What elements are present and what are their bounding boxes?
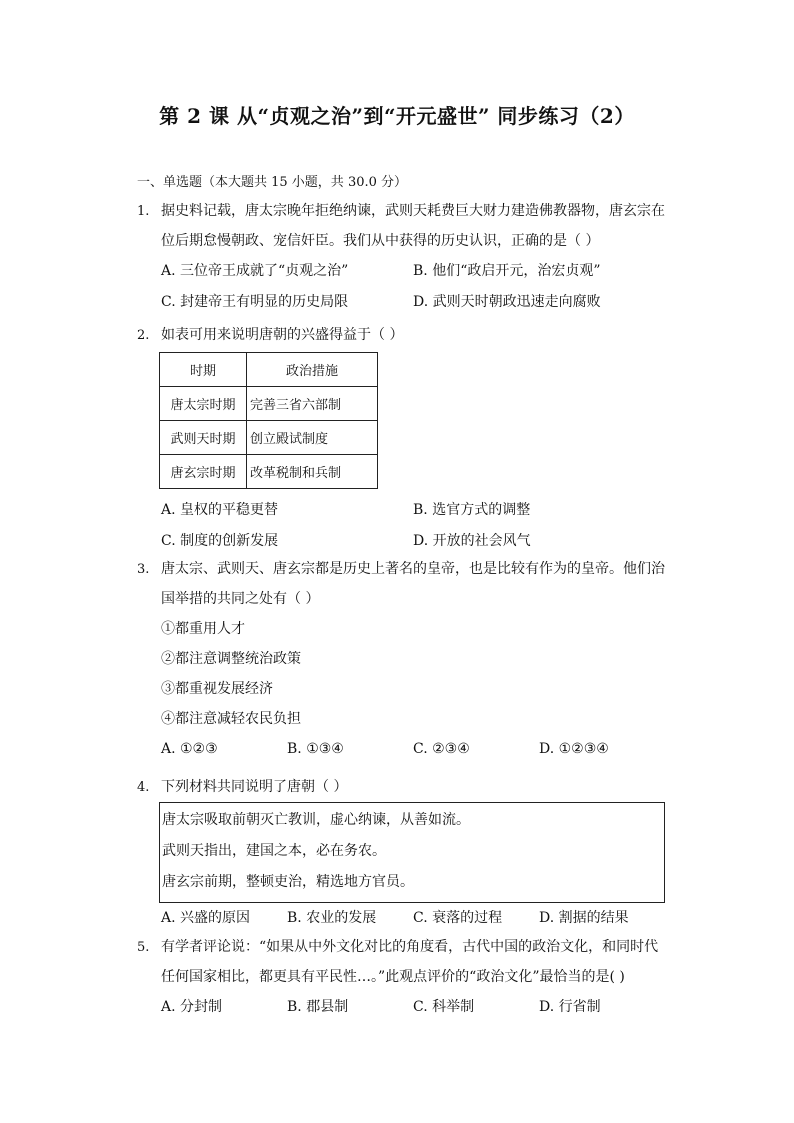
question-1 — [137, 196, 667, 318]
option-b[interactable]: B. 他们“政启开元，治宏贞观” — [413, 263, 601, 279]
option-d[interactable]: D. 开放的社会风气 — [413, 533, 531, 549]
material-line: 武则天指出，建国之本，必在务农。 — [162, 843, 386, 859]
measures-table — [159, 352, 378, 489]
table-cell: 唐玄宗时期 — [160, 455, 247, 489]
question-stem — [161, 196, 667, 256]
question-stem — [161, 932, 667, 992]
options — [161, 495, 667, 557]
question-stem — [161, 320, 667, 350]
question-stem — [161, 554, 667, 734]
option-a[interactable]: A. 三位帝王成就了“贞观之治” — [161, 263, 349, 279]
option-d[interactable]: D. 行省制 — [539, 999, 601, 1015]
stem-line: 任何国家相比，都更具有平民性…。”此观点评价的“政治文化”最恰当的是( ) — [161, 969, 625, 985]
option-a[interactable]: A. 兴盛的原因 — [161, 910, 251, 926]
question-number: 3. — [137, 562, 150, 577]
page-title: 第 2 课 从“贞观之治”到“开元盛世” 同步练习（2） — [159, 104, 635, 128]
option-d[interactable]: D. ①②③④ — [539, 741, 609, 757]
options — [161, 256, 667, 318]
stem-line: 唐太宗、武则天、唐玄宗都是历史上著名的皇帝，也是比较有作为的皇帝。他们治 — [161, 561, 665, 577]
statement-2: ②都注意调整统治政策 — [161, 651, 301, 667]
stem-line: 国举措的共同之处有（ ） — [161, 591, 320, 607]
options — [161, 903, 667, 933]
table-row — [160, 455, 378, 489]
option-b[interactable]: B. 农业的发展 — [287, 910, 377, 926]
stem-line: 据史料记载，唐太宗晚年拒绝纳谏，武则天耗费巨大财力建造佛教器物，唐玄宗在 — [161, 203, 665, 219]
table-cell: 创立殿试制度 — [247, 421, 378, 455]
table-row — [160, 387, 378, 421]
option-c[interactable]: C. 制度的创新发展 — [161, 533, 279, 549]
option-c[interactable]: C. ②③④ — [413, 741, 470, 757]
question-3 — [137, 554, 667, 764]
option-a[interactable]: A. 分封制 — [161, 999, 223, 1015]
options — [161, 992, 667, 1022]
option-c[interactable]: C. 科举制 — [413, 999, 475, 1015]
options — [161, 734, 667, 764]
statement-4: ④都注意减轻农民负担 — [161, 711, 301, 727]
option-c[interactable]: C. 衰落的过程 — [413, 910, 503, 926]
stem-line: 位后期怠慢朝政、宠信奸臣。我们从中获得的历史认识，正确的是（ ） — [161, 233, 600, 249]
stem-line: 如表可用来说明唐朝的兴盛得益于（ ） — [161, 327, 404, 343]
question-number: 2. — [137, 328, 150, 343]
question-5 — [137, 932, 667, 1022]
question-number: 5. — [137, 940, 150, 955]
question-4 — [137, 772, 667, 933]
option-d[interactable]: D. 武则天时朝政迅速走向腐败 — [413, 294, 601, 310]
material-line: 唐玄宗前期，整顿吏治，精选地方官员。 — [162, 874, 414, 890]
stem-line: 有学者评论说：“如果从中外文化对比的角度看，古代中国的政治文化，和同时代 — [161, 939, 659, 955]
material-box — [159, 802, 665, 903]
question-number: 1. — [137, 204, 150, 219]
option-b[interactable]: B. 郡县制 — [287, 999, 349, 1015]
table-cell: 完善三省六部制 — [247, 387, 378, 421]
question-number: 4. — [137, 780, 150, 795]
option-d[interactable]: D. 割据的结果 — [539, 910, 629, 926]
question-2 — [137, 320, 667, 557]
table-header-cell: 时期 — [160, 353, 247, 387]
table-cell: 改革税制和兵制 — [247, 455, 378, 489]
table-cell: 唐太宗时期 — [160, 387, 247, 421]
material-line: 唐太宗吸取前朝灭亡教训，虚心纳谏，从善如流。 — [162, 812, 470, 828]
option-a[interactable]: A. 皇权的平稳更替 — [161, 502, 279, 518]
table-cell: 武则天时期 — [160, 421, 247, 455]
statement-3: ③都重视发展经济 — [161, 681, 273, 697]
option-b[interactable]: B. ①③④ — [287, 741, 344, 757]
table-header-row — [160, 353, 378, 387]
stem-line: 下列材料共同说明了唐朝（ ） — [161, 779, 348, 795]
option-a[interactable]: A. ①②③ — [161, 741, 218, 757]
statement-1: ①都重用人才 — [161, 621, 245, 637]
table-row — [160, 421, 378, 455]
table-header-cell: 政治措施 — [247, 353, 378, 387]
option-c[interactable]: C. 封建帝王有明显的历史局限 — [161, 294, 349, 310]
section-heading: 一、单选题（本大题共 15 小题，共 30.0 分） — [137, 175, 408, 190]
question-stem — [161, 772, 667, 802]
option-b[interactable]: B. 选官方式的调整 — [413, 502, 531, 518]
